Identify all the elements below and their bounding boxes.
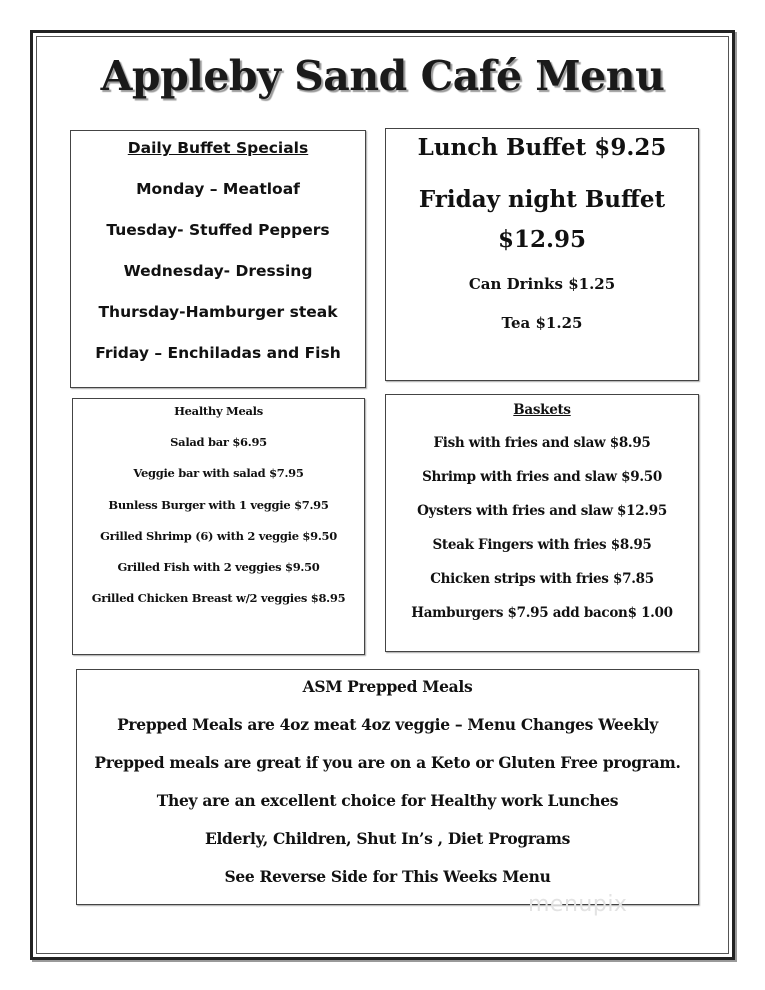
daily-special-item: Wednesday- Dressing [123,262,313,280]
prepped-meals-line: They are an excellent choice for Healthy work Lunches [156,791,619,810]
daily-specials-heading: Daily Buffet Specials [127,139,309,157]
baskets-heading: Baskets [513,402,571,418]
watermark-text: menupix [528,892,628,917]
healthy-meal-item: Grilled Chicken Breast w/2 veggies $8.95 [91,591,346,605]
healthy-meal-item: Salad bar $6.95 [170,435,267,449]
daily-specials-box [70,130,366,388]
healthy-meals-heading: Healthy Meals [174,404,263,418]
friday-buffet-label: Friday night Buffet [418,186,666,213]
prepped-meals-heading: ASM Prepped Meals [302,677,473,696]
buffet-prices-box [385,128,699,381]
can-drinks-price: Can Drinks $1.25 [468,275,616,293]
daily-special-item: Friday – Enchiladas and Fish [95,344,341,362]
friday-buffet-price: $12.95 [497,226,587,253]
daily-special-item: Thursday-Hamburger steak [98,303,338,321]
healthy-meals-box [72,398,365,655]
daily-special-item: Monday – Meatloaf [136,180,300,198]
basket-item: Fish with fries and slaw $8.95 [433,435,651,451]
baskets-box [385,394,699,652]
basket-item: Oysters with fries and slaw $12.95 [417,503,667,519]
prepped-meals-line: See Reverse Side for This Weeks Menu [224,867,551,886]
prepped-meals-box [76,669,699,905]
daily-special-item: Tuesday- Stuffed Peppers [106,221,330,239]
prepped-meals-line: Elderly, Children, Shut In’s , Diet Programs [204,829,571,848]
healthy-meal-item: Bunless Burger with 1 veggie $7.95 [108,498,329,512]
menu-title: Appleby Sand Café Menu [100,52,665,100]
basket-item: Chicken strips with fries $7.85 [430,571,654,587]
healthy-meal-item: Grilled Shrimp (6) with 2 veggie $9.50 [100,529,337,543]
prepped-meals-line: Prepped meals are great if you are on a Keto or Gluten Free program. [94,753,681,772]
healthy-meal-item: Veggie bar with salad $7.95 [133,466,304,480]
basket-item: Hamburgers $7.95 add bacon$ 1.00 [411,605,673,621]
healthy-meal-item: Grilled Fish with 2 veggies $9.50 [117,560,320,574]
lunch-buffet-price: Lunch Buffet $9.25 [417,134,667,161]
tea-price: Tea $1.25 [501,314,583,332]
basket-item: Shrimp with fries and slaw $9.50 [422,469,662,485]
basket-item: Steak Fingers with fries $8.95 [432,537,652,553]
prepped-meals-line: Prepped Meals are 4oz meat 4oz veggie – Menu Changes Weekly [117,715,658,734]
